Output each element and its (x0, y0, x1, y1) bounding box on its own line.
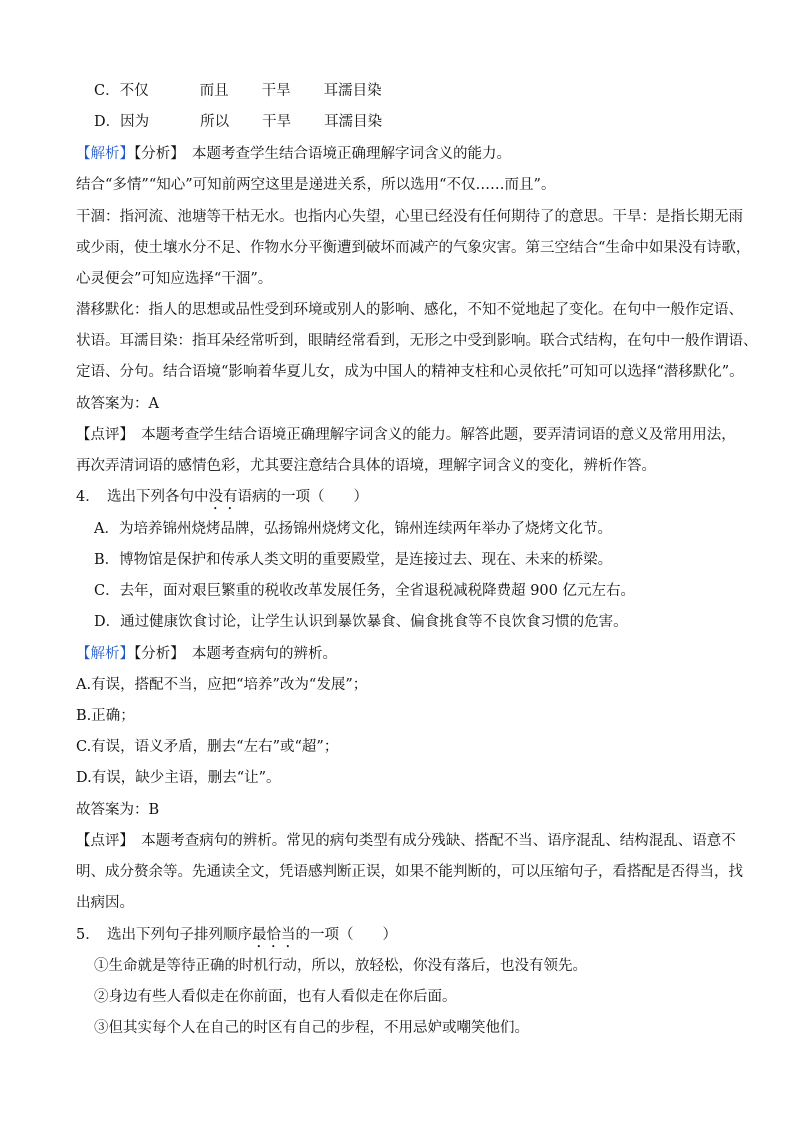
q4-stem (76, 486, 754, 513)
q3-analysis-line: 或少雨，使土壤水分不足、作物水分平衡遭到破坏而减产的气象灾害。第三空结合“生命中如果没有诗歌， (76, 240, 751, 256)
q4-analysis-line: C.有误，语义矛盾，删去“左右”或“超”； (76, 739, 339, 755)
q3-analysis-line: 结合“多情”“知心”可知前两空这里是递进关系，所以选用“不仅……而且”。 (76, 177, 556, 193)
option-word-1: 因为 (120, 114, 150, 130)
q5-item-2: ②身边有些人看似走在你前面，也有人看似走在你后面。 (94, 989, 457, 1005)
q3-answer: 故答案为：A (76, 396, 159, 412)
q4-analysis-line: A.有误，搭配不当，应把“培养”改为“发展”； (76, 677, 368, 693)
analysis-tag: 【解析】 (76, 646, 134, 662)
option-word-1: 不仅 (119, 83, 149, 99)
q4-option-a: A．为培养锦州烧烤品牌，弘扬锦州烧烤文化，锦州连续两年举办了烧烤文化节。 (94, 521, 612, 537)
q4-comment-line: 出病因。 (76, 895, 134, 911)
q5-item-3: ③但其实每个人在自己的时区有自己的步程，不用忌妒或嘲笑他们。 (94, 1020, 529, 1036)
q4-option-b: B．博物馆是保护和传承人类文明的重要殿堂，是连接过去、现在、未来的桥梁。 (94, 552, 613, 568)
option-word-3: 干旱 (261, 83, 291, 99)
stem-text: 语病的一项（ ） (237, 489, 368, 505)
q3-option-c (94, 80, 754, 102)
option-word-4: 耳濡目染 (323, 83, 382, 99)
q3-analysis-heading (76, 143, 754, 165)
option-letter: D． (94, 114, 121, 130)
q3-analysis-line: 干涸：指河流、池塘等干枯无水。也指内心失望，心里已经没有任何期待了的意思。干旱：是指长期无雨 (76, 209, 743, 225)
stem-emphasis: 没有 (208, 489, 238, 505)
stem-text: 5． 选出下列句子排列顺序 (76, 927, 252, 943)
q4-comment-line: 明、成分赘余等。先通读全文，凭语感判断正误，如果不能判断的，可以压缩句子，看搭配是否得当，找 (76, 864, 743, 880)
option-word-2: 所以 (200, 114, 230, 130)
q3-analysis-line: 定语、分句。结合语境“影响着华夏儿女，成为中国人的精神支柱和心灵依托”可知可以选择“潜移默化”。 (76, 364, 744, 380)
option-word-4: 耳濡目染 (324, 114, 383, 130)
q5-stem (76, 924, 754, 951)
stem-text: 的一项（ ） (295, 927, 397, 943)
q4-analysis-line: D.有误，缺少主语，删去“让”。 (76, 770, 281, 786)
option-word-2: 而且 (199, 83, 229, 99)
stem-text: 4． 选出下列各句中 (76, 489, 209, 505)
q3-analysis-line: 潜移默化：指人的思想或品性受到环境或别人的影响、感化，不知不觉地起了变化。在句中一般作定语、 (76, 302, 743, 318)
q3-comment-line: 再次弄清词语的感情色彩，尤其要注意结合具体的语境，理解字词含义的变化，辨析作答。 (76, 458, 656, 474)
stem-emphasis: 最恰当 (251, 927, 296, 943)
q4-comment-line: 【点评】 本题考查病句的辨析。常见的病句类型有成分残缺、搭配不当、语序混乱、结构混乱、语意不 (76, 833, 736, 849)
analysis-tag: 【解析】 (76, 146, 134, 162)
option-word-3: 干旱 (262, 114, 292, 130)
q4-option-d: D．通过健康饮食讨论，让学生认识到暴饮暴食、偏食挑食等不良饮食习惯的危害。 (94, 614, 628, 630)
q4-analysis-heading (76, 643, 754, 665)
q5-item-1: ①生命就是等待正确的时机行动，所以，放轻松，你没有落后，也没有领先。 (94, 958, 587, 974)
q3-option-d (94, 111, 754, 133)
option-letter: C． (94, 83, 120, 99)
q4-analysis-line: B.正确； (76, 708, 135, 724)
q3-analysis-line: 状语。耳濡目染：指耳朵经常听到，眼睛经常看到，无形之中受到影响。联合式结构，在句中一般作谓语、 (76, 333, 758, 349)
q4-option-c: C．去年，面对艰巨繁重的税收改革发展任务，全省退税减税降费超 900 亿元左右。 (94, 583, 635, 599)
q3-analysis-line: 心灵便会”可知应选择“干涸”。 (76, 271, 273, 287)
analysis-head-text: 【分析】 本题考查学生结合语境正确理解字词含义的能力。 (134, 146, 511, 162)
q3-comment-line: 【点评】 本题考查学生结合语境正确理解字词含义的能力。解答此题，要弄清词语的意义及常用用法， (76, 427, 736, 443)
analysis-head-text: 【分析】 本题考查病句的辨析。 (134, 646, 337, 662)
q4-answer: 故答案为：B (76, 802, 160, 818)
